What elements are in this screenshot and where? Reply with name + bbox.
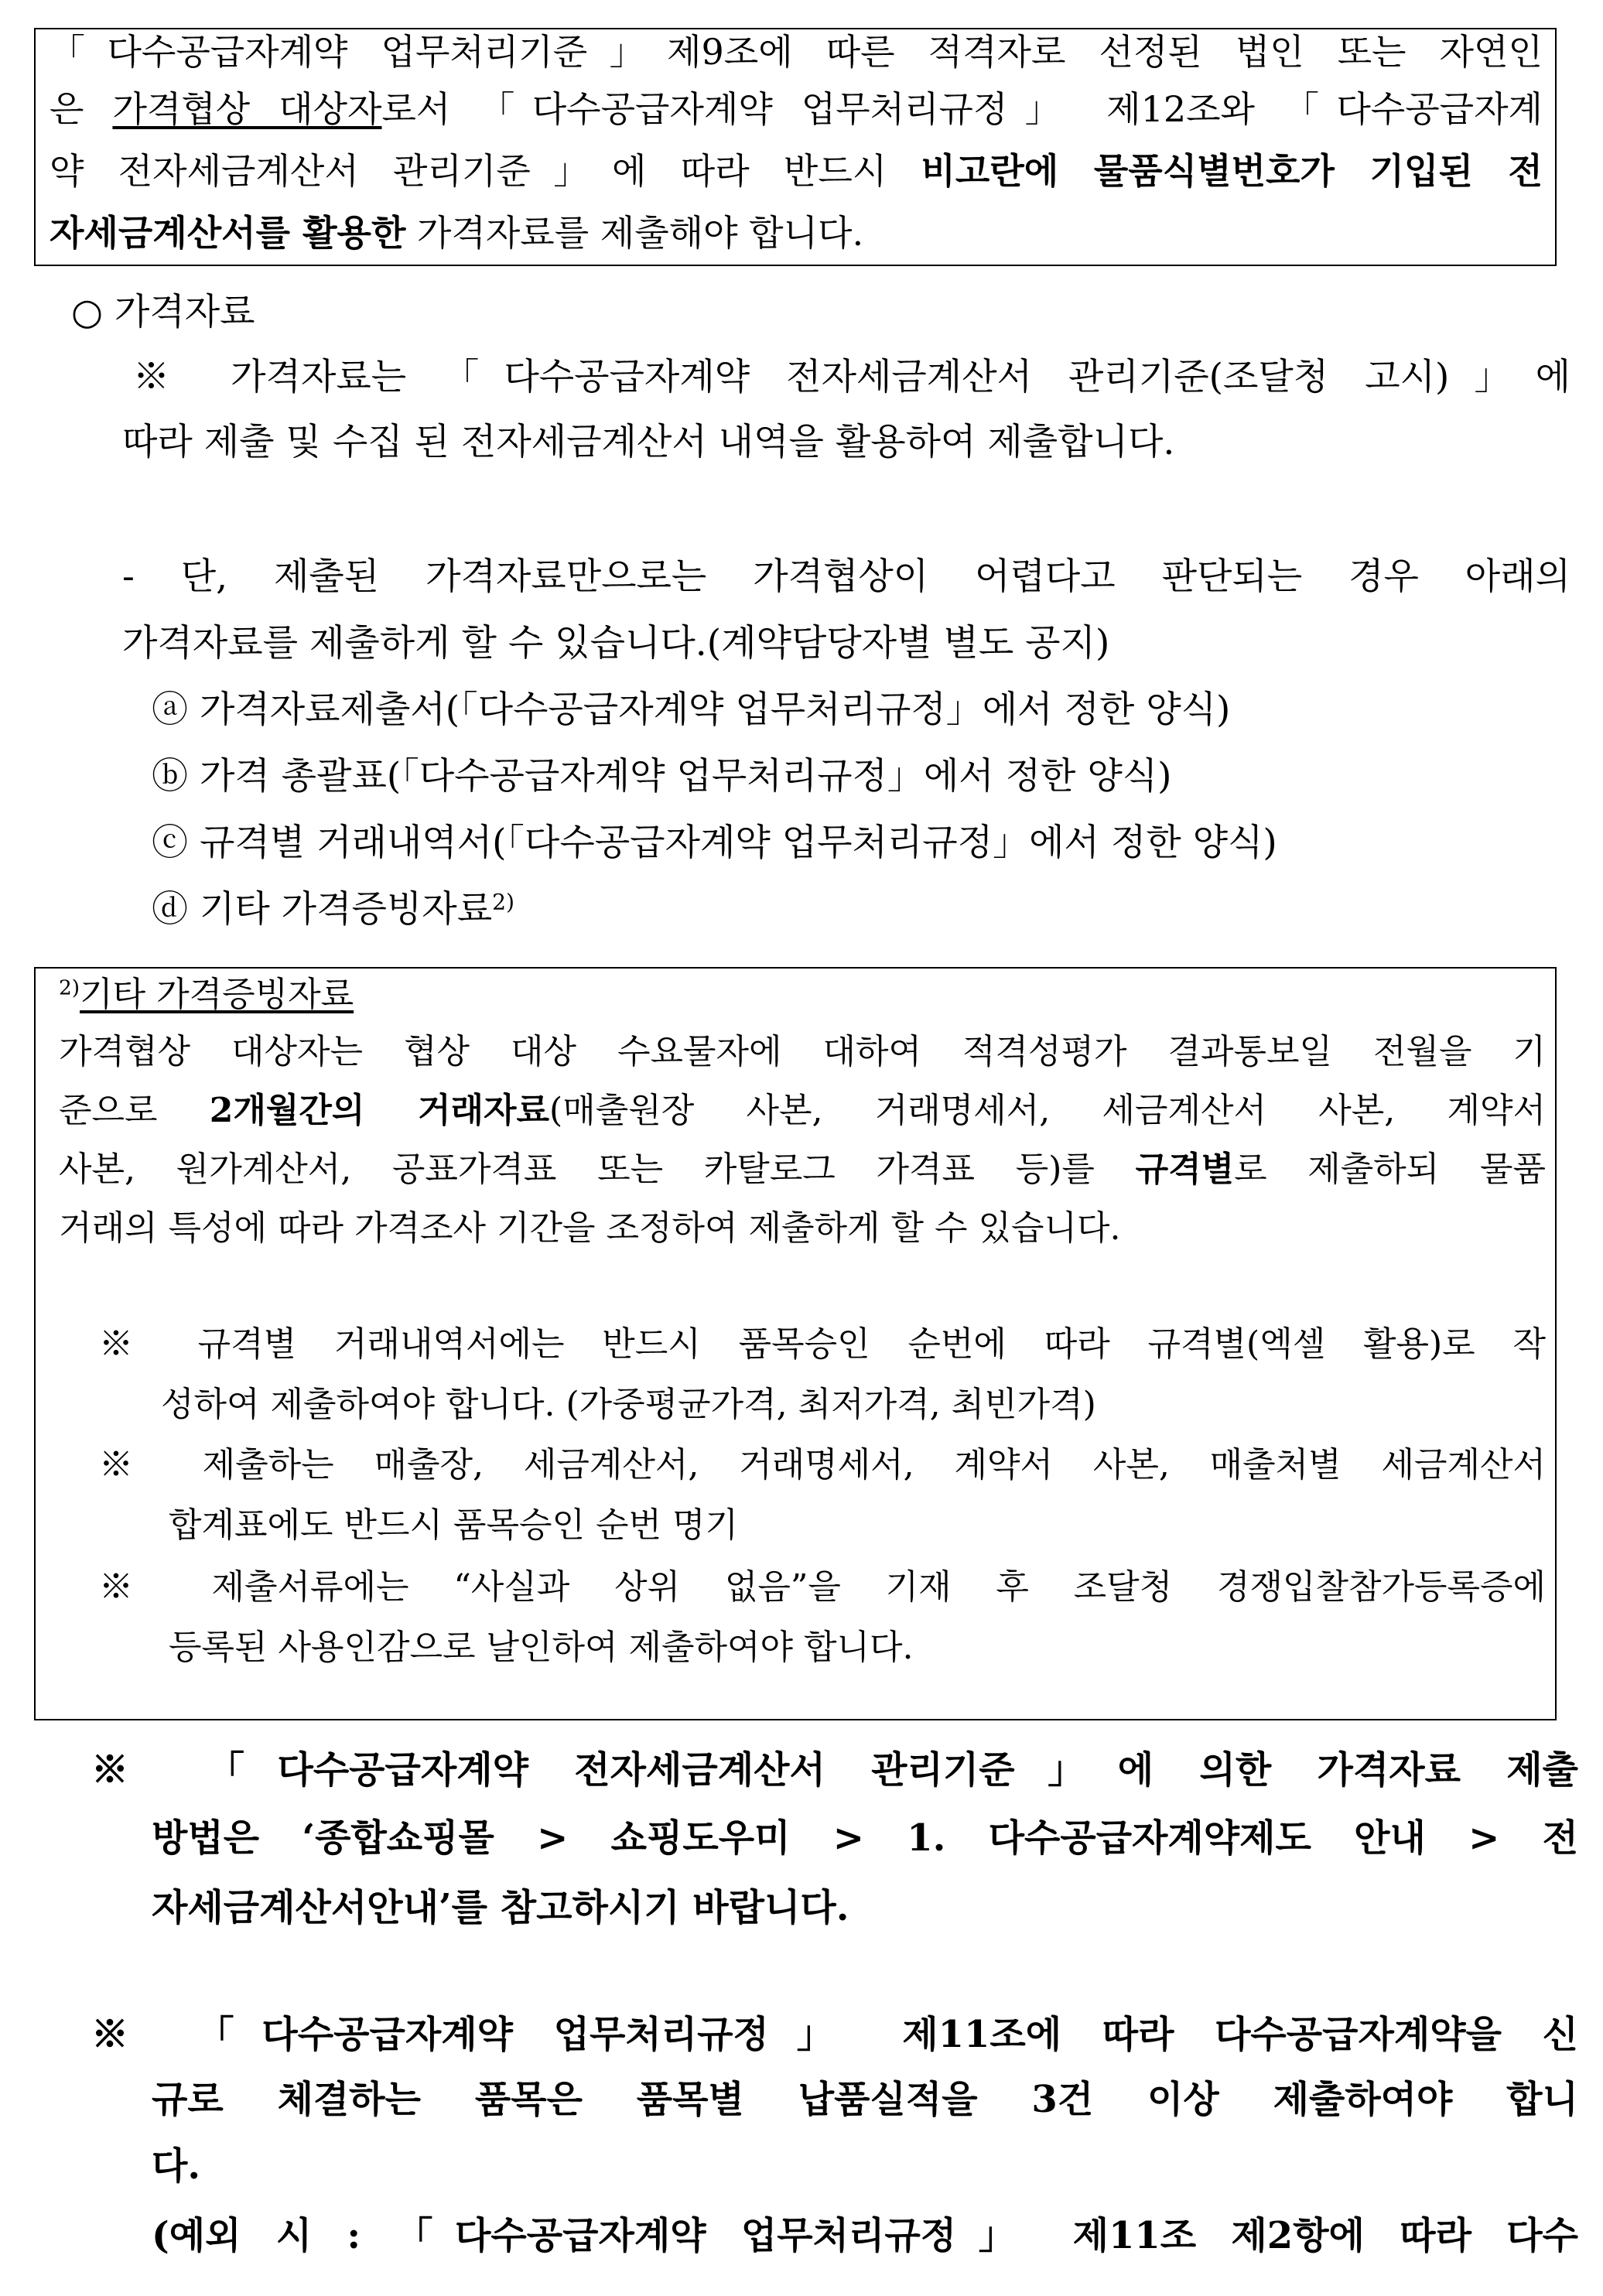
price-item-a: ⓐ 가격자료제출서(「다수공급자계약 업무처리규정」에서 정한 양식) bbox=[152, 688, 1231, 731]
footnote-line-4: 거래의 특성에 따라 가격조사 기간을 조정하여 제출하게 할 수 있습니다. bbox=[59, 1208, 1121, 1248]
price-item-d: ⓓ 기타 가격증빙자료$^{2)}$ bbox=[152, 888, 515, 931]
intro-line-2: 은 가격협상 대상자로서 「다수공급자계약 업무처리규정」 제12조와 「다수공급자계 bbox=[50, 88, 1543, 130]
footnote-line-1: 가격협상 대상자는 협상 대상 수요물자에 대하여 적격성평가 결과통보일 전월을 기 bbox=[59, 1032, 1546, 1071]
intro-line-4: 자세금계산서를 활용한 가격자료를 제출해야 합니다. bbox=[50, 212, 864, 254]
price-item-b: ⓑ 가격 총괄표(「다수공급자계약 업무처리규정」에서 정한 양식) bbox=[152, 755, 1172, 798]
exception-line-2: 가격자료를 제출하게 할 수 있습니다.(계약담당자별 별도 공지) bbox=[122, 622, 1110, 665]
negotiation-target-term: 가격협상 대상자 bbox=[112, 88, 382, 130]
footnote-line-3: 사본, 원가계산서, 공표가격표 또는 카탈로그 가격표 등)를 규격별로 제출하되 물품 bbox=[59, 1150, 1547, 1189]
price-item-c: ⓒ 규격별 거래내역서(「다수공급자계약 업무처리규정」에서 정한 양식) bbox=[152, 822, 1277, 864]
footnote-line-2: 준으로 2개월간의 거래자료(매출원장 사본, 거래명세서, 세금계산서 사본, 계약서 bbox=[59, 1091, 1547, 1130]
bottom-note-1-line-1: ※ 「다수공급자계약 전자세금계산서 관리기준」에 의한 가격자료 제출 bbox=[91, 1748, 1578, 1792]
price-heading: ○ 가격자료 bbox=[71, 291, 255, 333]
bottom-note-1-line-2: 방법은 ‘종합쇼핑몰 > 쇼핑도우미 > 1. 다수공급자계약제도 안내 > 전 bbox=[152, 1816, 1578, 1860]
footnote-note-3b: 등록된 사용인감으로 날인하여 제출하여야 합니다. bbox=[169, 1628, 914, 1667]
footnote-note-1a: ※ 규격별 거래내역서에는 반드시 품목승인 순번에 따라 규격별(엑셀 활용)로 작 bbox=[99, 1324, 1546, 1364]
bottom-note-1-line-3: 자세금계산서안내’를 참고하시기 바랍니다. bbox=[152, 1886, 849, 1929]
intro-line-1: 「다수공급자계약 업무처리기준」제9조에 따른 적격자로 선정된 법인 또는 자연인 bbox=[50, 31, 1543, 73]
footnote-note-2b: 합계표에도 반드시 품목승인 순번 명기 bbox=[169, 1505, 739, 1545]
price-note-line-2: 따라 제출 및 수집 된 전자세금계산서 내역을 활용하여 제출합니다. bbox=[122, 421, 1175, 463]
footnote-title: $^{2)}$기타 가격증빙자료 bbox=[59, 975, 354, 1014]
footnote-note-3a: ※ 제출서류에는 “사실과 상위 없음”을 기재 후 조달청 경쟁입찰참가등록증에 bbox=[99, 1567, 1546, 1607]
price-note-line-1: ※ 가격자료는 「다수공급자계약 전자세금계산서 관리기준(조달청 고시)」에 bbox=[133, 356, 1571, 398]
footnote-note-2a: ※ 제출하는 매출장, 세금계산서, 거래명세서, 계약서 사본, 매출처별 세금계산서 bbox=[99, 1445, 1546, 1485]
footnote-note-1b: 성하여 제출하여야 합니다. (가중평균가격, 최저가격, 최빈가격) bbox=[161, 1385, 1096, 1424]
bottom-note-2-line-1: ※ 「다수공급자계약 업무처리규정」 제11조에 따라 다수공급자계약을 신 bbox=[91, 2013, 1578, 2056]
bottom-note-2-line-2: 규로 체결하는 품목은 품목별 납품실적을 3건 이상 제출하여야 합니 bbox=[152, 2078, 1578, 2121]
footnote-ref: 2) bbox=[492, 889, 515, 915]
bottom-note-2-line-4: (예외 시 : 「다수공급자계약 업무처리규정」 제11조 제2항에 따라 다수 bbox=[152, 2214, 1578, 2257]
intro-line-3: 약 전자세금계산서 관리기준」에 따라 반드시 비고란에 물품식별번호가 기입된 전 bbox=[50, 150, 1543, 192]
exception-line-1: - 단, 제출된 가격자료만으로는 가격협상이 어렵다고 판단되는 경우 아래의 bbox=[122, 555, 1571, 598]
bottom-note-2-line-3: 다. bbox=[152, 2144, 201, 2188]
